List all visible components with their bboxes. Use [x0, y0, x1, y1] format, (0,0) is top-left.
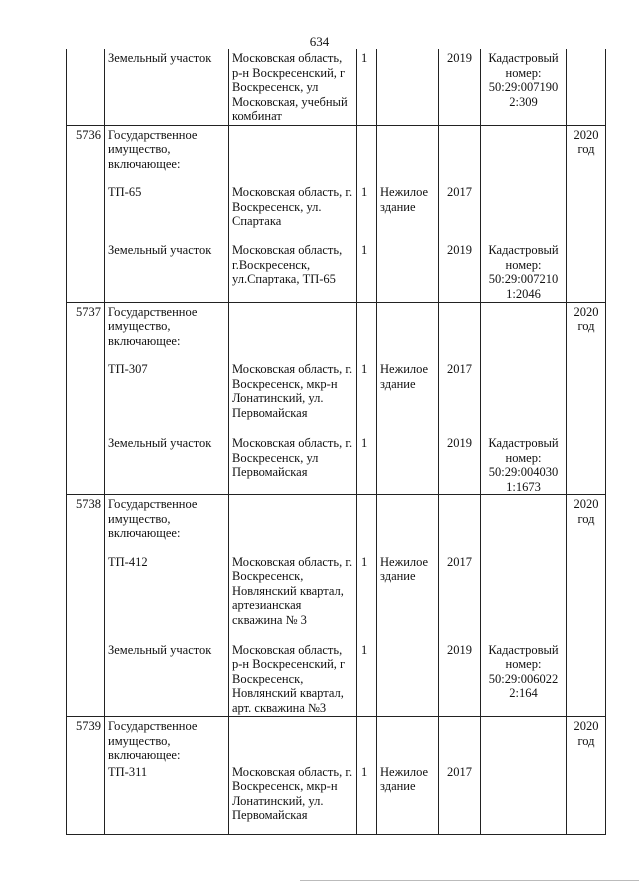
transfer-year: 2020 год	[567, 302, 606, 360]
table-row	[67, 302, 606, 360]
object-type: Нежилое здание	[377, 763, 439, 835]
cadastral-note: Кадастровый номер: 50:29:007210 1:2046	[481, 241, 567, 302]
table-body	[67, 49, 606, 835]
row-number: 5738	[67, 495, 105, 553]
object-address: Московская область, г.Воскресенск, ул.Спартака, ТП-65	[229, 241, 357, 302]
object-quantity: 1	[357, 241, 377, 302]
row-number: 5736	[67, 125, 105, 183]
table-row	[67, 553, 606, 641]
transfer-year	[567, 641, 606, 717]
object-year: 2017	[439, 360, 481, 434]
row-number	[67, 763, 105, 835]
object-quantity: 1	[357, 553, 377, 641]
object-name: Земельный участок	[105, 49, 229, 125]
object-address	[229, 495, 357, 553]
table-row	[67, 717, 606, 763]
object-name: Государственное имущество, включающее:	[105, 125, 229, 183]
table-row	[67, 763, 606, 835]
object-year: 2019	[439, 49, 481, 125]
transfer-year	[567, 241, 606, 302]
object-address: Московская область, г. Воскресенск, мкр-н Лонатинский, ул. Первомайская	[229, 360, 357, 434]
object-year: 2019	[439, 241, 481, 302]
object-type	[377, 241, 439, 302]
object-quantity: 1	[357, 763, 377, 835]
object-name: Государственное имущество, включающее:	[105, 717, 229, 763]
object-type	[377, 717, 439, 763]
transfer-year: 2020 год	[567, 125, 606, 183]
scan-artifact-line	[300, 880, 639, 881]
transfer-year: 2020 год	[567, 717, 606, 763]
row-number	[67, 360, 105, 434]
cadastral-note	[481, 360, 567, 434]
object-type: Нежилое здание	[377, 183, 439, 241]
object-year: 2019	[439, 434, 481, 495]
object-quantity: 1	[357, 183, 377, 241]
table-row	[67, 360, 606, 434]
object-type	[377, 495, 439, 553]
object-name: Земельный участок	[105, 434, 229, 495]
cadastral-note: Кадастровый номер: 50:29:006022 2:164	[481, 641, 567, 717]
table-row	[67, 241, 606, 302]
cadastral-note	[481, 553, 567, 641]
transfer-year	[567, 553, 606, 641]
row-number	[67, 553, 105, 641]
object-year: 2017	[439, 183, 481, 241]
row-number	[67, 49, 105, 125]
cadastral-note	[481, 495, 567, 553]
object-year: 2017	[439, 553, 481, 641]
object-address: Московская область, р-н Воскресенский, г Воскресенск, Новлянский квартал, арт. скважина №3	[229, 641, 357, 717]
cadastral-note: Кадастровый номер: 50:29:007190 2:309	[481, 49, 567, 125]
object-name: ТП-412	[105, 553, 229, 641]
object-name: ТП-311	[105, 763, 229, 835]
table-row	[67, 49, 606, 125]
object-type: Нежилое здание	[377, 553, 439, 641]
object-year	[439, 495, 481, 553]
object-year: 2017	[439, 763, 481, 835]
cadastral-note	[481, 763, 567, 835]
row-number: 5739	[67, 717, 105, 763]
transfer-year	[567, 49, 606, 125]
object-address: Московская область, г. Воскресенск, мкр-н Лонатинский, ул. Первомайская	[229, 763, 357, 835]
object-year	[439, 125, 481, 183]
object-type	[377, 125, 439, 183]
cadastral-note	[481, 183, 567, 241]
object-address	[229, 717, 357, 763]
transfer-year	[567, 763, 606, 835]
object-quantity: 1	[357, 434, 377, 495]
transfer-year	[567, 183, 606, 241]
object-quantity	[357, 125, 377, 183]
object-quantity: 1	[357, 49, 377, 125]
transfer-year	[567, 434, 606, 495]
object-name: ТП-307	[105, 360, 229, 434]
row-number	[67, 241, 105, 302]
cadastral-note	[481, 302, 567, 360]
object-address: Московская область, г. Воскресенск, ул. Спартака	[229, 183, 357, 241]
object-address	[229, 302, 357, 360]
row-number	[67, 434, 105, 495]
object-quantity: 1	[357, 641, 377, 717]
row-number	[67, 183, 105, 241]
object-name: Земельный участок	[105, 241, 229, 302]
row-number	[67, 641, 105, 717]
object-address: Московская область, г. Воскресенск, ул Первомайская	[229, 434, 357, 495]
table-row	[67, 641, 606, 717]
object-name: Земельный участок	[105, 641, 229, 717]
object-name: Государственное имущество, включающее:	[105, 302, 229, 360]
object-type	[377, 641, 439, 717]
object-type	[377, 434, 439, 495]
object-name: Государственное имущество, включающее:	[105, 495, 229, 553]
cadastral-note	[481, 717, 567, 763]
object-quantity	[357, 302, 377, 360]
object-name: ТП-65	[105, 183, 229, 241]
object-quantity: 1	[357, 360, 377, 434]
object-address	[229, 125, 357, 183]
object-type	[377, 302, 439, 360]
table-row	[67, 125, 606, 183]
property-table	[66, 49, 606, 835]
table-row	[67, 495, 606, 553]
object-address: Московская область, р-н Воскресенский, г Воскресенск, ул Московская, учебный комбинат	[229, 49, 357, 125]
transfer-year: 2020 год	[567, 495, 606, 553]
table-row	[67, 434, 606, 495]
object-quantity	[357, 717, 377, 763]
row-number: 5737	[67, 302, 105, 360]
page-number: 634	[309, 34, 330, 49]
object-year: 2019	[439, 641, 481, 717]
object-year	[439, 717, 481, 763]
object-type	[377, 49, 439, 125]
object-type: Нежилое здание	[377, 360, 439, 434]
object-quantity	[357, 495, 377, 553]
object-address: Московская область, г. Воскресенск, Новлянский квартал, артезианская скважина № 3	[229, 553, 357, 641]
object-year	[439, 302, 481, 360]
transfer-year	[567, 360, 606, 434]
table-row	[67, 183, 606, 241]
cadastral-note	[481, 125, 567, 183]
cadastral-note: Кадастровый номер: 50:29:004030 1:1673	[481, 434, 567, 495]
